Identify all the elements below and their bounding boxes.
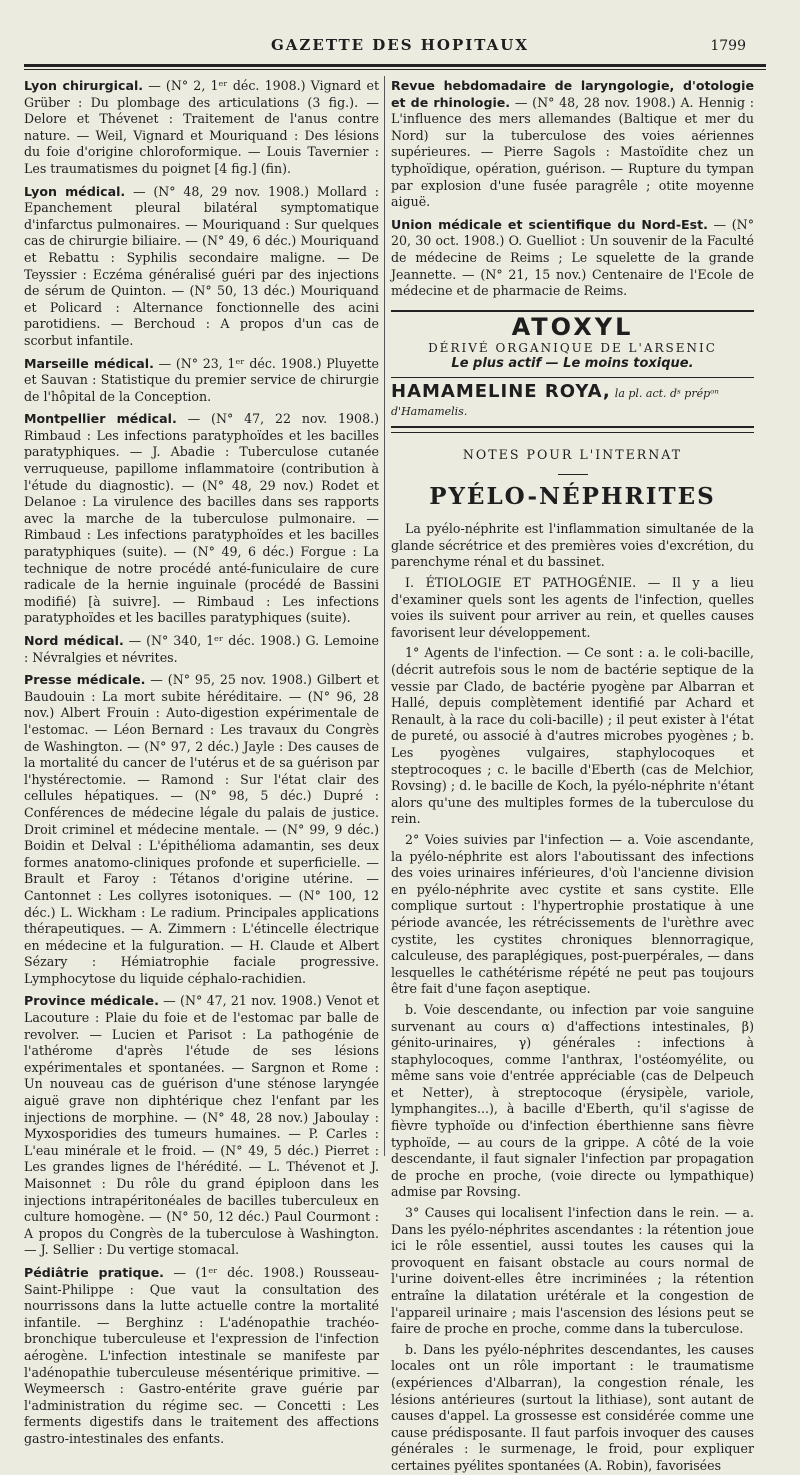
page-number: 1799 [710,38,746,54]
journal-name: Presse médicale. [24,672,146,688]
ad-rule [391,310,754,312]
column-divider [384,76,385,1156]
ad-rule [391,426,754,428]
entry-text: — (N° 48, 29 nov. 1908.) Mollard : Epanchement pleural bilatéral symptomatique d'infarctus pulmonaires. — Mouriquand : Sur quelques cas de chirurgie biliaire. — (N° 49, 6 déc.) Mouriquand et Rebattu : Syphilis secondaire maligne. — De Teyssier : Eczéma généralisé guéri par des injections de sérum de Quinton. — (N° 50, 13 déc.) Mouriquand et Policard : Alternance fonctionnelle des acini parotidiens. — Berchoud : A propos d'un cas de scorbut infantile. [24,183,379,348]
journal-name: Pédiâtrie pratique. [24,1264,164,1280]
article-title: PYÉLO-NÉPHRITES [429,482,716,510]
entry-text: — (1ᵉʳ déc. 1908.) Rousseau-Saint-Philippe : Que vaut la consultation des nourrissons dans la lutte actuelle contre la mortalité infantile. — Berghinz : L'adénopathie trachéo-bronchique tuberculeuse et l'expression de l'infection aérogène. L'infection intestinale se manifeste par l'adénopathie tuberculeuse mésentérique primitive. — Weymeersch : Gastro-entérite grave guérie par l'administration du régime sec. — Concetti : Les ferments digestifs dans le traitement des affections gastro-intestinales des enfants. [24,1264,379,1446]
journal-title: GAZETTE DES HOPITAUX [270,36,529,54]
article-paragraph: La pyélo-néphrite est l'inflammation simultanée de la glande sécrétrice et des premières voies d'excrétion, du parenchyme rénal et du bassinet. [391,521,754,570]
article-paragraph: b. Voie descendante, ou infection par voie sanguine survenant au cours α) d'affections intestinales, β) génito-urinaires, γ) générales : infections à staphylocoques, comme l'anthrax, l'ostéomyélite, ou même sans voie d'entrée appréciable (cas de Delpeuch et Netter), à streptocoque (érysipèle, variole, lymphangites...), à bacille d'Eberth, qu'il s'agisse de fièvre typhoïde ou d'infection éberthienne sans fièvre typhoïde, — au cours de la grippe. A côté de la voie descendante, il faut signaler l'infection par propagation de proche en proche, (voie directe ou lympathique) admise par Rovsing. [391,1001,754,1200]
journal-name: Revue hebdomadaire de laryngologie, d'otologie et de rhinologie. [391,78,754,110]
entry-text: — (N° 2, 1ᵉʳ déc. 1908.) Vignard et Grüber : Du plombage des articulations (3 fig.). — Delore et Thévenet : Traitement de l'anus contre nature. — Weil, Vignard et Mouriquand : Des lésions du foie d'origine chloroformique. — Louis Tavernier : Les traumatismes du poignet [4 fig.] (fin). [24,78,380,176]
atoxyl-advertisement [391,310,754,378]
journal-name: Nord médical. [24,633,124,648]
article-paragraph: 3° Causes qui localisent l'infection dans le rein. — a. Dans les pyélo-néphrites ascendantes : la rétention joue ici le rôle essentiel, aussi toutes les causes qui la provoquent en faisant obstacle au cours normal de l'urine doivent-elles être incriminées ; la rétention entraîne la dilatation urétérale et la congestion de l'appareil urinaire ; mais l'ascension des lésions peut se faire de proche en proche, comme dans la tuberculose. [391,1205,754,1337]
bibliography-entry [24,356,379,406]
ad-product-name: ATOXYL [511,312,634,341]
ad-rule [391,377,754,378]
ad-product-name: HAMAMELINE ROYA, [391,380,611,402]
journal-name: Union médicale et scientifique du Nord-Est. [391,216,708,232]
bibliography-entry [24,633,379,666]
entry-text: — (N° 340, 1ᵉʳ déc. 1908.) G. Lemoine : Névralgies et névrites. [24,633,379,665]
hamameline-advertisement [391,380,754,433]
journal-name: Lyon médical. [24,183,126,199]
section-rule [558,474,588,475]
article-paragraph: b. Dans les pyélo-néphrites descendantes, les causes locales ont un rôle important : le traumatisme (expériences d'Albarran), la congestion rénale, les lésions antérieures (surtout la lithiase), sont autant de causes d'appel. La grossesse est considérée comme une cause prédisposante. Il faut parfois invoquer des causes générales : le surmenage, le froid, pour expliquer certaines pyélites spontanées (A. Robin), favorisées [391,1341,754,1473]
bibliography-entry [24,411,379,627]
journal-name: Marseille médical. [24,355,154,371]
article-paragraph: I. ÉTIOLOGIE ET PATHOGÉNIE. — Il y a lieu d'examiner quels sont les agents de l'infection, quelles voies ils suivent pour arriver au rein, et quelles causes favorisent leur développement. [391,575,754,640]
ad-rule [391,432,754,433]
journal-name: Province médicale. [24,993,159,1009]
header-rule-thin [24,69,766,70]
entry-text: — (N° 23, 1ᵉʳ déc. 1908.) Pluyette et Sauvan : Statistique du premier service de chirurgie de l'hôpital de la Conception. [24,355,379,404]
bibliography-entry [24,1265,379,1448]
header-rule-thick [24,64,766,67]
entry-text: — (N° 47, 21 nov. 1908.) Venot et Lacouture : Plaie du foie et de l'estomac par balle de revolver. — Lucien et Parisot : La pathogénie de l'athérome d'après l'étude de ses lésions expérimentales et spontanées. — Sargnon et Rome : Un nouveau cas de guérison d'une sténose laryngée aiguë grave non diphtérique chez l'enfant par les injections de morphine. — (N° 48, 28 nov.) Jaboulay : Myxosporidies des tumeurs humaines. — P. Carles : L'eau minérale et le froid. — (N° 49, 5 déc.) Pierret : Les grandes lignes de l'hérédité. — L. Thévenot et J. Maisonnet : Du rôle du grand épiploon dans les injections intrapéritonéales de bacilles tuberculeux en culture homogène. — (N° 50, 12 déc.) Paul Courmont : A propos du Congrès de la tuberculose à Washington. — J. Sellier : Du vertige stomacal. [24,993,380,1258]
ad-subtitle: DÉRIVÉ ORGANIQUE DE L'ARSENIC [428,340,717,355]
entry-text: — (N° 95, 25 nov. 1908.) Gilbert et Baudouin : La mort subite héréditaire. — (N° 96, 28 nov.) Albert Frouin : Auto-digestion expérimentale de l'estomac. — Léon Bernard : Les travaux du Congrès de Washington. — (N° 97, 2 déc.) Jayle : Des causes de la mortalité du cancer de l'utérus et de sa guérison par l'hystérectomie. — Ramond : Sur l'état clair des cellules hépatiques. — (N° 98, 5 déc.) Dupré : Conférences de médecine légale du palais de justice. Droit criminel et médecine mentale. — (N° 99, 9 déc.) Boidin et Delval : L'épithélioma adamantin, ses deux formes anatomo-cliniques profonde et superficielle. — Brault et Faroy : Tétanos d'origine utérine. — Cantonnet : Les collyres isotoniques. — (N° 100, 12 déc.) L. Wickham : Le radium. Principales applications thérapeutiques. — A. Zimmern : L'étincelle électrique en médecine et la fulguration. — H. Claude et Albert Sézary : Hémiatrophie faciale progressive. Lymphocytose du liquide céphalo-rachidien. [24,672,379,986]
bibliography-entry [24,672,379,987]
bibliography-entry [391,78,754,211]
left-column [24,78,380,1446]
article-paragraph: 2° Voies suivies par l'infection — a. Voie ascendante, la pyélo-néphrite est alors l'aboutissant des infections des voies urinaires inférieures, d'où l'ancienne division en pyélo-néphrite avec cystite et sans cystite. Elle complique surtout : l'hypertrophie prostatique à une période avancée, les rétrécissements de l'urèthre avec cystite, les cystites chroniques blennorragique, calculeuse, des paraplégiques, post-puerpérales, — dans lesquelles le cathétérisme répété ne peut pas toujours être fait d'une façon aseptique. [391,831,754,997]
entry-text: — (N° 20, 30 oct. 1908.) O. Guelliot : Un souvenir de la Faculté de médecine de Reims ; Le squelette de la grande Jeannette. — (N° 21, 15 nov.) Centenaire de l'Ecole de médecine et de pharmacie de Reims. [391,216,754,299]
bibliography-entry [24,78,379,178]
journal-name: Lyon chirurgical. [24,78,144,93]
ad-tagline: Le plus actif — Le moins toxique. [451,356,694,372]
bibliography-entry [24,184,379,350]
ad-description: la pl. act. dˢ prépᵒⁿ d'Hamamelis. [391,386,719,418]
bibliography-entry [391,217,754,300]
running-head [0,36,800,60]
right-column [391,78,755,1473]
article-paragraph: 1° Agents de l'infection. — Ce sont : a. le coli-bacille, (décrit autrefois sous le nom de bactérie septique de la vessie par Clado, de bactérie pyogène par Albarran et Hallé, depuis complètement identifié par Achard et Renault, à la race du coli-bacille) ; il peut exister à l'état de pureté, ou associé à d'autres microbes pyogènes ; b. Les pyogènes vulgaires, staphylocoques et steptrocoques ; c. le bacille d'Eberth (cas de Melchior, Rovsing) ; d. le bacille de Koch, la pyélo-néphrite n'étant alors qu'une des multiples formes de la tuberculose du rein. [391,645,754,827]
entry-text: — (N° 47, 22 nov. 1908.) Rimbaud : Les infections paratyphoïdes et les bacilles paratyphiques. — J. Abadie : Tuberculose cutanée verruqueuse, papillome inflammatoire (contribution à l'étude du diagnostic). — (N° 48, 29 nov.) Rodet et Delanoe : La virulence des bacilles dans ses rapports avec la marche de la tuberculose pulmonaire. — Rimbaud : Les infections paratyphoïdes et les bacilles paratyphiques (suite). — (N° 49, 6 déc.) Forgue : La technique de notre procédé anté-funiculaire de cure radicale de la hernie inguinale (procédé de Bassini modifié) [à suivre]. — Rimbaud : Les infections paratyphoïdes et les bacilles paratyphiques (suite). [24,411,380,626]
journal-name: Montpellier médical. [24,411,177,427]
bibliography-entry [24,993,379,1259]
entry-text: — (N° 48, 28 nov. 1908.) A. Hennig : L'influence des mers allemandes (Baltique et mer du Nord) sur la tuberculose des voies aériennes supérieures. — Pierre Sagols : Mastoïdite chez un typhoïdique, opération, guérison. — Rupture du tympan par explosion d'une fusée paragrêle ; otite moyenne aiguë. [391,94,755,210]
section-heading: NOTES POUR L'INTERNAT [462,447,683,463]
